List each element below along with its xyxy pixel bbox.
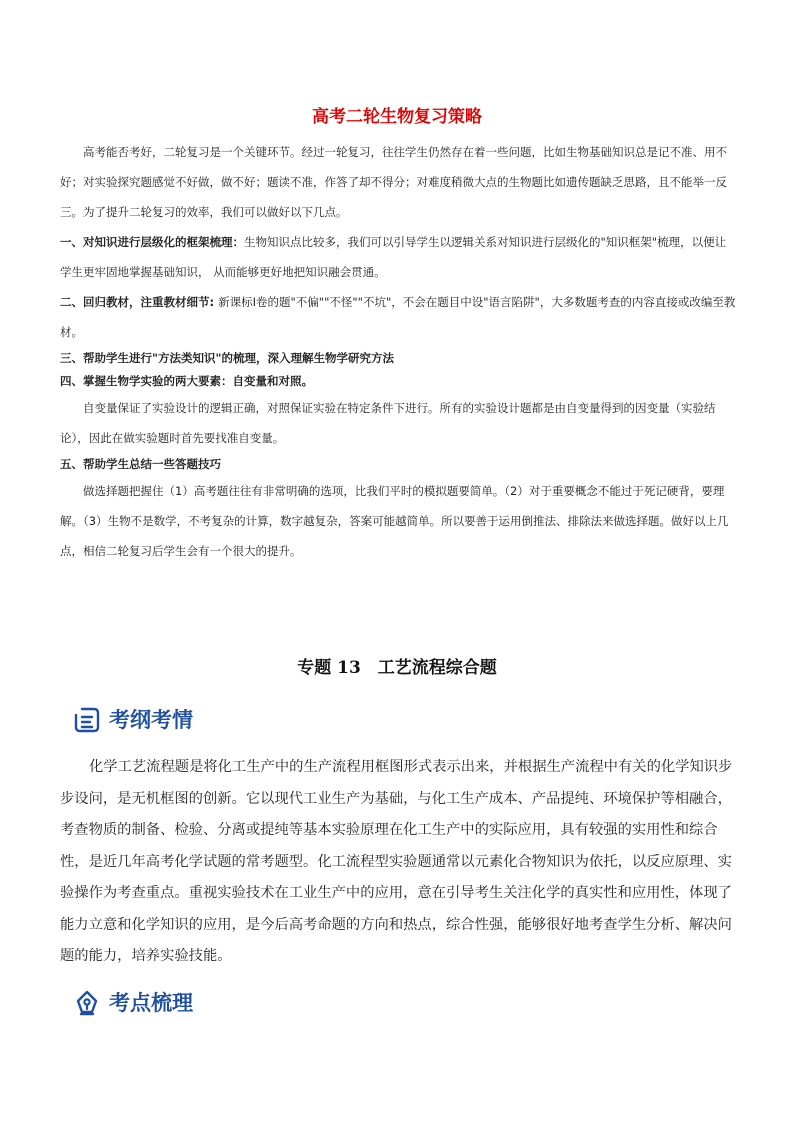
- section-heading-kaodian: [73, 986, 193, 1020]
- strategy-point-5-heading: 五、帮助学生总结一些答题技巧: [60, 457, 221, 471]
- point-2-text: 新课标Ⅰ卷的题"不偏""不怪""不坑"，不会在题目中设"语言陷阱"，大多数题考查的内容直接或改编至教材。: [60, 295, 736, 339]
- section-label-kaogang: 考纲考情: [109, 708, 193, 732]
- strategy-point-4-text: 自变量保证了实验设计的逻辑正确，对照保证实验在特定条件下进行。所有的实验设计题都是由自变量得到的因变量（实验结论），因此在做实验题时首先要找准自变量。: [60, 401, 716, 445]
- strategy-point-2: [60, 287, 736, 347]
- point-1-heading: 一、对知识进行层级化的框架梳理：: [60, 235, 244, 249]
- point-1-text: 生物知识点比较多，我们可以引导学生以逻辑关系对知识进行层级化的"知识框架"梳理，以便让学生更牢固地掌握基础知识， 从而能够更好地把知识融会贯通。: [60, 235, 727, 279]
- pen-nib-icon: [73, 989, 101, 1017]
- strategy-point-4-heading: 四、掌握生物学实验的两大要素：自变量和对照。: [60, 374, 313, 388]
- strategy-point-3: 三、帮助学生进行"方法类知识"的梳理，深入理解生物学研究方法: [60, 351, 394, 365]
- outline-list-icon: [73, 706, 101, 734]
- kaogang-paragraph: 化学工艺流程题是将化工生产中的生产流程用框图形式表示出来，并根据生产流程中有关的化学知识步步设问，是无机框图的创新。它以现代工业生产为基础，与化工生产成本、产品提纯、环境保护等相融合，考查物质的制备、检验、分离或提纯等基本实验原理在化工生产中的实际应用，具有较强的实用性和综合性，是近几年高考化学试题的常考题型。化工流程型实验题通常以元素化合物知识为依托，以反应原理、实验操作为考查重点。重视实验技术在工业生产中的应用，意在引导考生关注化学的真实性和应用性，体现了能力立意和化学知识的应用，是今后高考命题的方向和热点，综合性强，能够很好地考查学生分析、解决问题的能力，培养实验技能。: [60, 759, 733, 964]
- strategy-intro: 高考能否考好，二轮复习是一个关键环节。经过一轮复习，往往学生仍然存在着一些问题，比如生物基础知识总是记不准、用不好；对实验探究题感觉不好做，做不好；题读不准，作答了却不得分；对难度稍微大点的生物题比如遗传题缺乏思路，且不能举一反三。为了提升二轮复习的效率，我们可以做好以下几点。: [60, 145, 727, 219]
- strategy-point-1: [60, 227, 736, 287]
- strategy-body: [60, 137, 736, 566]
- point-2-heading: 二、回归教材，注重教材细节:: [60, 295, 219, 309]
- topic-title: 专题 13 工艺流程综合题: [297, 658, 497, 678]
- section-heading-kaogang: [73, 703, 193, 737]
- strategy-title: 高考二轮生物复习策略: [312, 107, 482, 127]
- section-label-kaodian: 考点梳理: [109, 991, 193, 1015]
- strategy-point-5-text: 做选择题把握住（1）高考题往往有非常明确的选项，比我们平时的模拟题要简单。（2）对于重要概念不能过于死记硬背，要理解。（3）生物不是数学，不考复杂的计算，数字越复杂，答案可能越简单。所以要善于运用倒推法、排除法来做选择题。做好以上几点，相信二轮复习后学生会有一个很大的提升。: [60, 484, 729, 558]
